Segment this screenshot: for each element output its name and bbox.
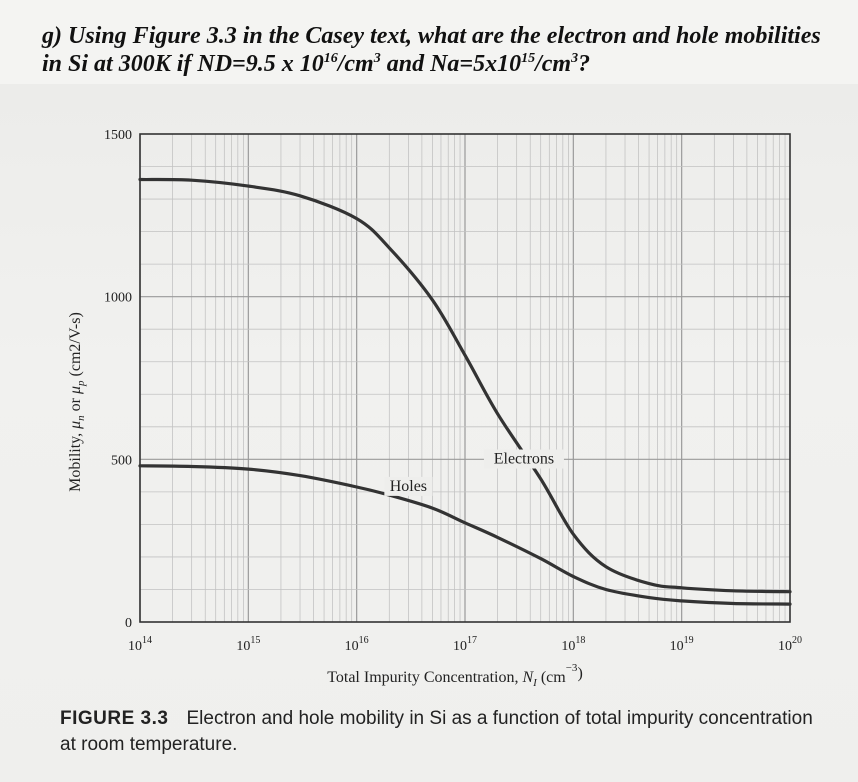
scanned-figure [0, 84, 858, 782]
question-suffix: ? [578, 51, 591, 77]
series-label-electrons: Electrons [493, 450, 555, 468]
figure-caption-label: FIGURE 3.3 [60, 708, 169, 729]
mobility-chart [0, 84, 858, 704]
question-na: and Na=5x10 [380, 51, 522, 77]
x-tick-label: $10^{14}$ [128, 635, 152, 654]
x-tick-label: $10^{18}$ [561, 635, 586, 654]
figure-caption-text: Electron and hole mobility in Si as a function of total impurity concentration at room temperature. [60, 708, 813, 755]
question-exponent-cm3-2: 3 [571, 51, 579, 66]
chart-labels [67, 128, 802, 689]
y-axis-label: Mobility, $\mu_n$ or $\mu_p$ (cm2/V-s) [67, 312, 87, 492]
question-exponent-na: 15 [521, 51, 536, 66]
question-exponent-nd: 16 [323, 51, 338, 66]
x-tick-label: $10^{19}$ [669, 635, 694, 654]
x-tick-label: $10^{20}$ [778, 635, 802, 654]
grid [140, 134, 790, 622]
question-text [42, 22, 842, 78]
question-exponent-cm3-1: 3 [373, 51, 381, 66]
figure-caption [60, 706, 820, 758]
question-unit-2: /cm [535, 51, 572, 77]
y-tick-label: 1000 [104, 290, 132, 306]
y-tick-label: 0 [125, 616, 132, 631]
question-prefix: g) Using Figure 3.3 in the Casey text, what are the electron and hole mobilities in Si at 300K if ND=9.5 x 10 [42, 23, 821, 77]
question-unit-1: /cm [337, 51, 374, 77]
y-tick-label: 500 [111, 453, 132, 469]
x-axis-label: Total Impurity Concentration, $N_I$ $(cm^{-3})$ [327, 662, 583, 689]
y-tick-label: 1500 [104, 128, 132, 143]
x-tick-label: $10^{16}$ [344, 635, 369, 654]
series-label-holes: Holes [389, 477, 428, 495]
x-tick-label: $10^{17}$ [453, 635, 477, 654]
x-tick-label: $10^{15}$ [236, 635, 261, 654]
